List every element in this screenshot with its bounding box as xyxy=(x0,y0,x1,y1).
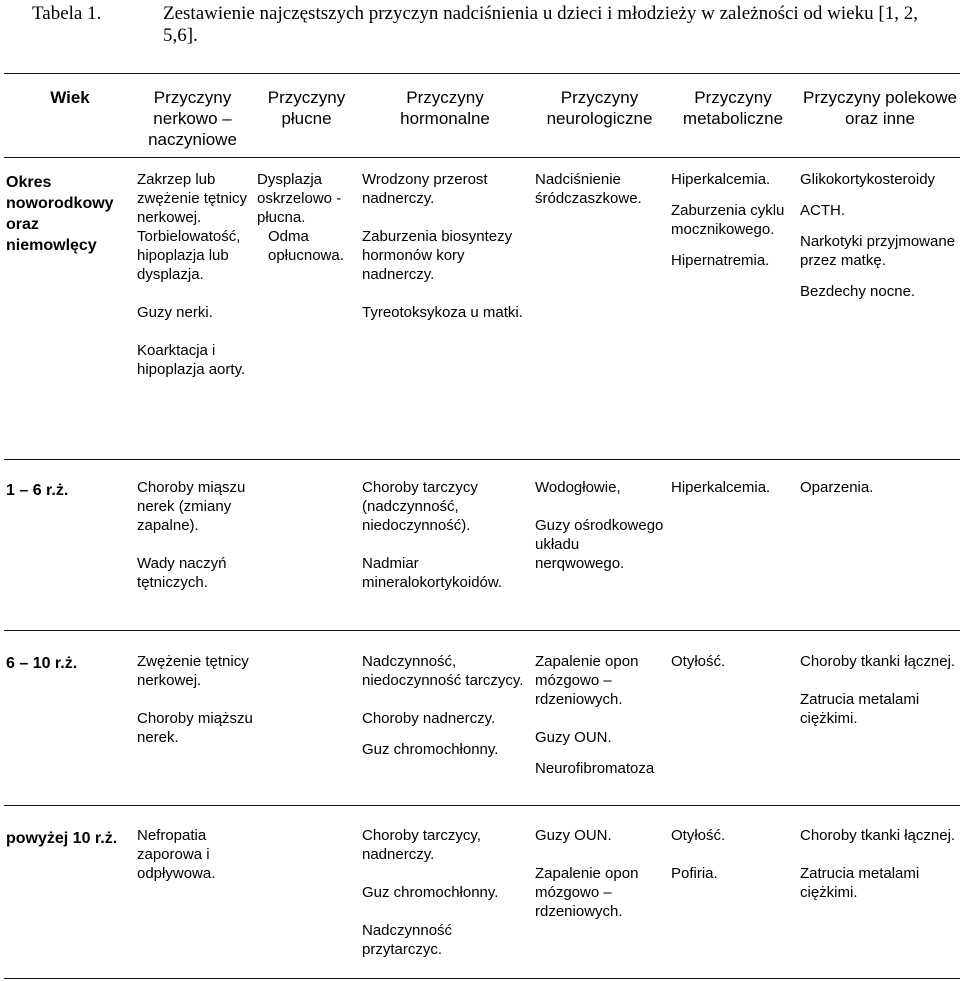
cell-item: Wrodzony przerost nadnerczy. xyxy=(362,171,488,207)
cell-1-6-metabolic xyxy=(671,478,798,497)
cell-item: Hiperkalcemia. xyxy=(671,479,771,496)
cell-item: Choroby nadnerczy. xyxy=(362,710,496,727)
cell-1-6-hormonal xyxy=(362,478,532,592)
row-label-6-10: 6 – 10 r.ż. xyxy=(6,655,78,672)
cell-item: Guzy ośrodkowego układu nerqwowego. xyxy=(535,517,664,572)
cell-item: Nadciśnienie śródczaszkowe. xyxy=(535,171,642,207)
caption-number: Tabela 1. xyxy=(32,3,102,24)
cell-item: Zatrucia metalami ciężkimi. xyxy=(800,691,920,727)
cell-item: Zaburzenia cyklu mocznikowego. xyxy=(671,202,785,238)
cell-6-10-neurological xyxy=(535,652,667,778)
cell-6-10-drugs xyxy=(800,652,958,728)
cell-infant-neurological xyxy=(535,170,667,208)
cell-item: Choroby tarczycy, nadnerczy. xyxy=(362,827,481,863)
row-label-1-6: 1 – 6 r.ż. xyxy=(6,482,69,499)
cell-item: Guzy OUN. xyxy=(535,729,612,746)
cell-item: Nadczynność, niedoczynność tarczycy. xyxy=(362,653,524,689)
cell-over-10-neurological xyxy=(535,826,667,921)
cell-item: Torbielowatość, hipoplazja lub dysplazja. xyxy=(137,228,241,283)
cell-item: Guz chromochłonny. xyxy=(362,741,499,758)
cell-item: Glikokortykosteroidy xyxy=(800,171,936,188)
cell-item: Zakrzep lub zwężenie tętnicy nerkowej. xyxy=(137,171,248,226)
header-age: Wiek xyxy=(50,88,90,107)
cell-infant-metabolic xyxy=(671,170,798,270)
rule-row1 xyxy=(4,459,960,460)
table-caption xyxy=(0,0,960,56)
cell-1-6-renal xyxy=(137,478,255,592)
cell-6-10-hormonal xyxy=(362,652,532,759)
row-label-over-10: powyżej 10 r.ż. xyxy=(6,830,118,847)
cell-item: Dysplazja oskrzelowo - płucna. xyxy=(257,171,342,226)
cell-item: Choroby miąszu nerek (zmiany zapalne). xyxy=(137,479,246,534)
caption-text: Zestawienie najczęstszych przyczyn nadciśnienia u dzieci i młodzieży w zależności od wieku [1, 2, 5,6]. xyxy=(163,3,918,46)
cell-item: Guzy OUN. xyxy=(535,827,612,844)
cell-1-6-drugs xyxy=(800,478,958,497)
cell-item: Choroby tarczycy (nadczynność, niedoczynność). xyxy=(362,479,478,534)
rule-header xyxy=(4,157,960,158)
cell-item: Neurofibromatoza xyxy=(535,760,655,777)
header-neurological: Przyczyny neurologiczne xyxy=(546,88,653,128)
cell-item: Bezdechy nocne. xyxy=(800,283,916,300)
cell-item: Oparzenia. xyxy=(800,479,874,496)
cell-item: Nadczynność przytarczyc. xyxy=(362,922,453,958)
cell-item: Nefropatia zaporowa i odpływowa. xyxy=(137,827,216,882)
cell-item: Choroby tkanki łącznej. xyxy=(800,653,956,670)
cell-item: Otyłość. xyxy=(671,827,726,844)
cell-item: Wodogłowie, xyxy=(535,479,621,496)
cell-item: Hiperkalcemia. xyxy=(671,171,771,188)
cell-item: Zaburzenia biosyntezy hormonów kory nadnerczy. xyxy=(362,228,513,283)
cell-item: Zwężenie tętnicy nerkowej. xyxy=(137,653,249,689)
cell-item: Wady naczyń tętniczych. xyxy=(137,555,227,591)
cell-over-10-metabolic xyxy=(671,826,798,883)
cell-item: Nadmiar mineralokortykoidów. xyxy=(362,555,503,591)
row-label-infant: Okres noworodkowy oraz niemowlęcy xyxy=(6,174,114,254)
rule-row3 xyxy=(4,805,960,806)
rule-row2 xyxy=(4,630,960,631)
cell-item: Pofiria. xyxy=(671,865,718,882)
cell-item: Odma opłucnowa. xyxy=(268,228,344,264)
cell-infant-pulmonary xyxy=(257,170,359,265)
cell-over-10-drugs xyxy=(800,826,958,902)
header-hormonal: Przyczyny hormonalne xyxy=(400,88,490,128)
cell-item: Zatrucia metalami ciężkimi. xyxy=(800,865,920,901)
cell-item: Hipernatremia. xyxy=(671,252,770,269)
cell-over-10-hormonal xyxy=(362,826,532,959)
cell-over-10-renal xyxy=(137,826,255,883)
cell-item: Guz chromochłonny. xyxy=(362,884,499,901)
header-renal: Przyczyny nerkowo – naczyniowe xyxy=(148,88,237,149)
cell-item: Choroby miąższu nerek. xyxy=(137,710,253,746)
cell-item: Guzy nerki. xyxy=(137,304,213,321)
cell-infant-hormonal xyxy=(362,170,532,322)
cell-item: Otyłość. xyxy=(671,653,726,670)
header-pulmonary: Przyczyny płucne xyxy=(267,88,346,128)
cell-infant-drugs xyxy=(800,170,958,301)
cell-1-6-neurological xyxy=(535,478,667,573)
cell-item: Zapalenie opon mózgowo – rdzeniowych. xyxy=(535,865,639,920)
rule-bottom xyxy=(4,978,960,979)
cell-item: ACTH. xyxy=(800,202,845,219)
cell-item: Narkotyki przyjmowane przez matkę. xyxy=(800,233,956,269)
cell-6-10-renal xyxy=(137,652,255,747)
cell-infant-renal xyxy=(137,170,255,379)
cell-item: Tyreotoksykoza u matki. xyxy=(362,304,523,321)
cell-item: Koarktacja i hipoplazja aorty. xyxy=(137,342,246,378)
header-metabolic: Przyczyny metaboliczne xyxy=(682,88,784,128)
cell-item: Zapalenie opon mózgowo – rdzeniowych. xyxy=(535,653,639,708)
rule-top xyxy=(4,73,960,74)
cell-item: Choroby tkanki łącznej. xyxy=(800,827,956,844)
cell-6-10-metabolic xyxy=(671,652,798,671)
header-drugs-other: Przyczyny polekowe oraz inne xyxy=(802,88,957,128)
